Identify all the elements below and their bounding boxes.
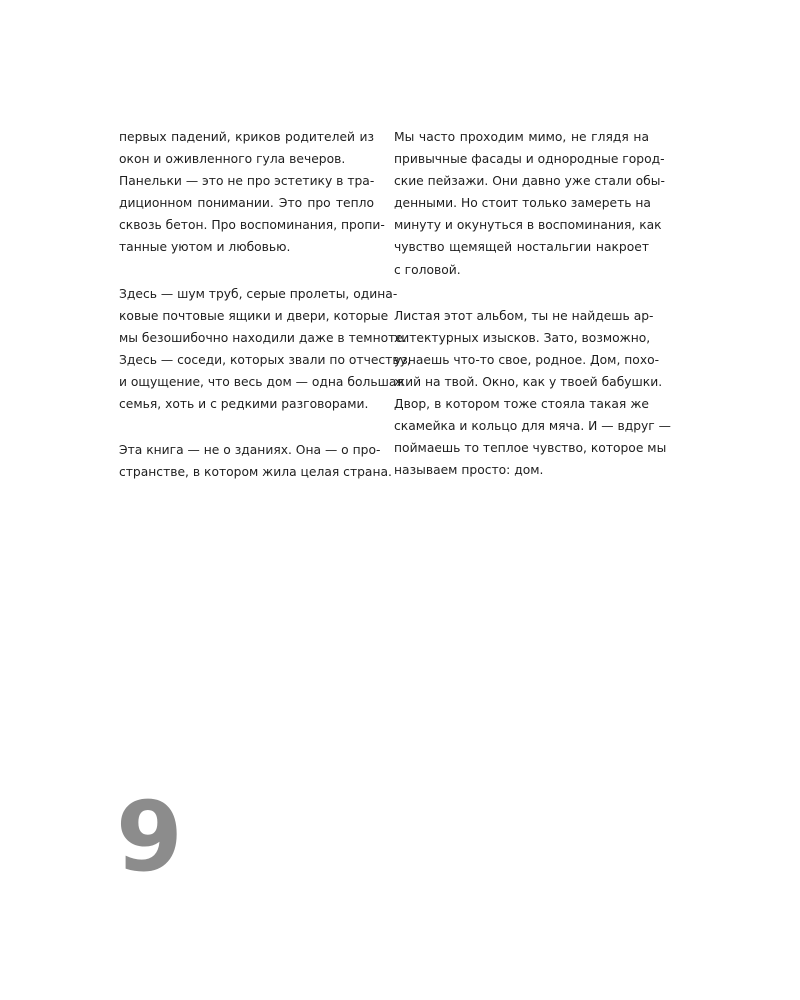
text-line: Здесь — соседи, которых звали по отчеству, [119, 352, 411, 367]
text-line: танные уютом и любовью. [119, 240, 291, 255]
text-line: узнаешь что-то свое, родное. Дом, похо- [394, 352, 660, 367]
paragraph [394, 305, 671, 482]
text-line: первых падений, криков родителей из [119, 130, 374, 144]
right-text-column [394, 126, 671, 505]
text-line: Здесь — шум труб, серые пролеты, одина- [119, 286, 398, 301]
text-line: называем просто: дом. [394, 463, 544, 478]
text-line: семья, хоть и с редкими разговорами. [119, 397, 369, 412]
text-line: Эта книга — не о зданиях. Она — о про- [119, 443, 381, 458]
text-line: хитектурных изысков. Зато, возможно, [394, 330, 651, 345]
text-line: диционном понимании. Это про тепло [119, 196, 374, 211]
text-line: поймаешь то теплое чувство, которое мы [394, 441, 667, 456]
text-line: Мы часто проходим мимо, не глядя на [394, 130, 649, 144]
text-line: мы безошибочно находили даже в темноте. [119, 330, 407, 345]
text-line: Панельки — это не про эстетику в тра- [119, 174, 375, 189]
text-line: и ощущение, что весь дом — одна большая [119, 374, 404, 389]
text-line: ковые почтовые ящики и двери, которые [119, 308, 389, 323]
paragraph [394, 126, 665, 281]
text-line: привычные фасады и однородные город- [394, 152, 665, 167]
text-line: странстве, в котором жила целая страна. [119, 465, 392, 480]
text-line: ские пейзажи. Они давно уже стали обы- [394, 174, 665, 189]
text-line: минуту и окунуться в воспоминания, как [394, 218, 662, 233]
text-line: денными. Но стоит только замереть на [394, 196, 651, 211]
text-line: скамейка и кольцо для мяча. И — вдруг — [394, 419, 671, 434]
paragraph [119, 283, 411, 416]
text-line: жий на твой. Окно, как у твоей бабушки. [394, 374, 663, 389]
page-number: 9 [116, 781, 181, 893]
text-line: чувство щемящей ностальгии накроет [394, 240, 649, 255]
text-line: Листая этот альбом, ты не найдешь ар- [394, 308, 654, 323]
text-line: Двор, в котором тоже стояла такая же [394, 397, 649, 412]
text-line: с головой. [394, 262, 461, 277]
paragraph [119, 126, 385, 259]
text-line: окон и оживленного гула вечеров. [119, 152, 346, 167]
paragraph [119, 439, 392, 483]
left-text-column [119, 126, 411, 507]
text-line: сквозь бетон. Про воспоминания, пропи- [119, 218, 385, 233]
